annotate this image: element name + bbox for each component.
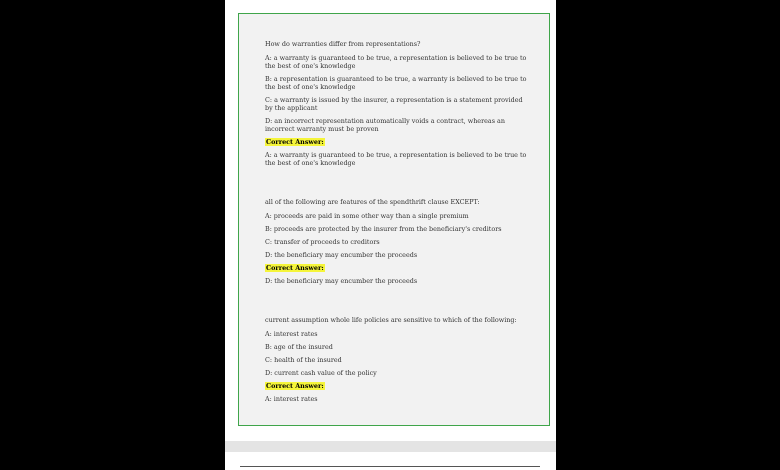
question-text: all of the following are features of the spendthrift clause EXCEPT:	[265, 198, 480, 206]
next-page	[225, 452, 556, 470]
question-list	[265, 40, 529, 434]
question-text: current assumption whole life policies are sensitive to which of the following:	[265, 316, 517, 324]
next-page-divider	[240, 466, 540, 467]
option-a: A: interest rates	[265, 330, 318, 338]
option-a: A: proceeds are paid in some other way than a single premium	[265, 212, 469, 220]
correct-answer-text: D: the beneficiary may encumber the proceeds	[265, 277, 418, 285]
question-frame	[238, 13, 550, 426]
option-c: C: transfer of proceeds to creditors	[265, 238, 380, 246]
option-d: D: an incorrect representation automatically voids a contract, whereas an incorrect warranty must be proven	[265, 117, 505, 133]
correct-answer-text: A: a warranty is guaranteed to be true, a representation is believed to be true to the best of one's knowledge	[265, 151, 527, 167]
option-d: D: current cash value of the policy	[265, 369, 377, 377]
option-b: B: proceeds are protected by the insurer from the beneficiary's creditors	[265, 225, 502, 233]
correct-answer-label: Correct Answer:	[266, 382, 324, 390]
question-block	[265, 316, 529, 403]
question-block	[265, 198, 529, 285]
question-block	[265, 40, 529, 167]
correct-answer-text: A: interest rates	[265, 395, 318, 403]
option-c: C: a warranty is issued by the insurer, a representation is a statement provided by the applicant	[265, 96, 523, 112]
option-c: C: health of the insured	[265, 356, 342, 364]
question-text: How do warranties differ from representations?	[265, 40, 421, 48]
option-b: B: a representation is guaranteed to be true, a warranty is believed to be true to the best of one's knowledge	[265, 75, 527, 91]
correct-answer-label: Correct Answer:	[266, 138, 324, 146]
correct-answer-label: Correct Answer:	[266, 264, 324, 272]
option-a: A: a warranty is guaranteed to be true, a representation is believed to be true to the best of one's knowledge	[265, 54, 527, 70]
option-d: D: the beneficiary may encumber the proceeds	[265, 251, 418, 259]
option-b: B: age of the insured	[265, 343, 333, 351]
